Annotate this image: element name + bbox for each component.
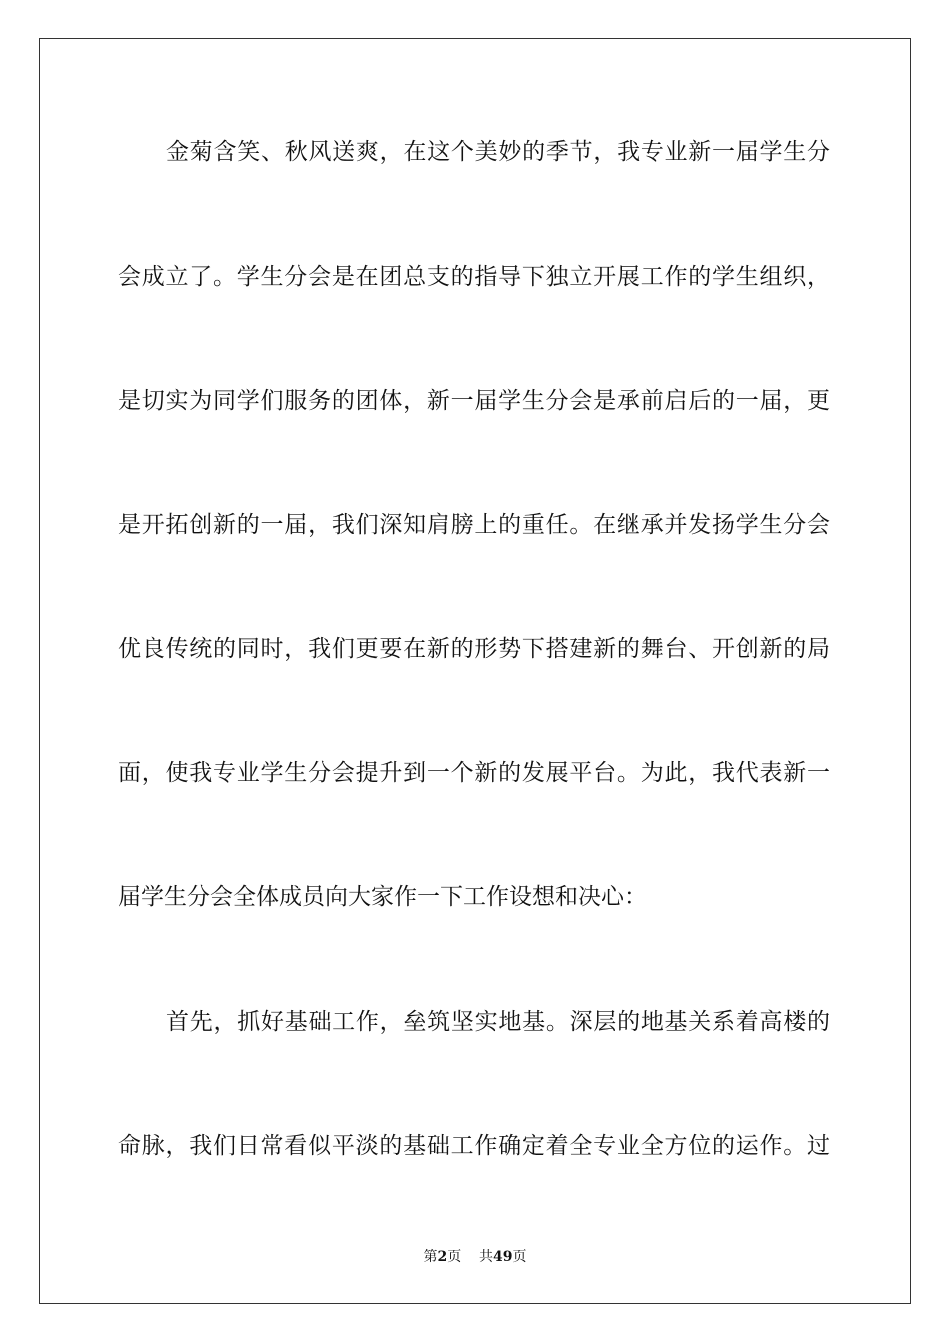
page-frame (39, 38, 911, 1304)
paragraph-2-line-2: 命脉，我们日常看似平淡的基础工作确定着全专业全方位的运作。过 (118, 1133, 830, 1159)
page-prefix: 第 (423, 1249, 438, 1265)
total-prefix: 共 (479, 1249, 494, 1265)
total-suffix: 页 (512, 1249, 527, 1265)
paragraph-1-line-6: 面，使我专业学生分会提升到一个新的发展平台。为此，我代表新一 (118, 760, 830, 786)
page-footer (0, 1248, 950, 1266)
paragraph-1-line-7: 届学生分会全体成员向大家作一下工作设想和决心： (118, 884, 647, 910)
page-suffix: 页 (447, 1249, 462, 1265)
paragraph-1-line-4: 是开拓创新的一届，我们深知肩膀上的重任。在继承并发扬学生分会 (118, 512, 830, 538)
total-pages: 49 (493, 1249, 513, 1265)
paragraph-1-line-3: 是切实为同学们服务的团体，新一届学生分会是承前启后的一届，更 (118, 388, 830, 414)
paragraph-1-line-5: 优良传统的同时，我们更要在新的形势下搭建新的舞台、开创新的局 (118, 636, 830, 662)
paragraph-2-line-1: 首先，抓好基础工作，垒筑坚实地基。深层的地基关系着高楼的 (166, 1009, 830, 1035)
paragraph-1-line-2: 会成立了。学生分会是在团总支的指导下独立开展工作的学生组织， (118, 264, 830, 290)
page-number: 2 (437, 1249, 448, 1265)
paragraph-1-line-1: 金菊含笑、秋风送爽，在这个美妙的季节，我专业新一届学生分 (166, 139, 830, 165)
